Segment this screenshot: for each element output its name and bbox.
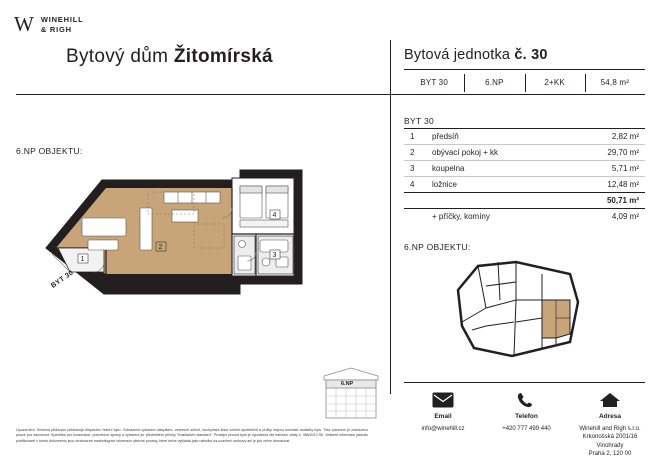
building-elevation-icon — [318, 366, 384, 422]
contact-address-line-1: Winehill and Righ s.r.o. — [579, 425, 641, 432]
total-label — [432, 193, 577, 209]
header-divider-horizontal — [16, 94, 645, 95]
logo-mark: W — [14, 12, 34, 36]
unit-title-plain: Bytová jednotka — [404, 47, 515, 63]
contact-bar — [404, 392, 649, 459]
unit-title-bold: č. 30 — [514, 47, 548, 63]
spec-floor: 6.NP — [464, 78, 524, 87]
room-number: 3 — [404, 161, 432, 177]
room-area: 29,70 m² — [577, 145, 645, 161]
page-title-bold: Žitomírská — [173, 46, 273, 67]
logo-line-1: WINEHILL — [40, 15, 84, 24]
room-area: 5,71 m² — [577, 161, 645, 177]
floor-key-plan — [452, 256, 592, 364]
page-title-plain: Bytový dům — [66, 46, 174, 67]
table-row-extra — [404, 209, 645, 225]
table-row — [404, 161, 645, 177]
svg-text:1: 1 — [80, 256, 85, 263]
total-spacer — [404, 193, 432, 209]
spec-layout: 2+KK — [525, 78, 585, 87]
unit-title — [404, 47, 548, 63]
unit-spec-row — [404, 72, 645, 92]
building-floor-label: 6.NP — [341, 381, 354, 387]
room-name: předsíň — [432, 129, 577, 145]
room-name: koupelna — [432, 161, 577, 177]
contact-email-title: Email — [434, 413, 452, 420]
phone-icon — [516, 392, 538, 408]
room-table-caption: BYT 30 — [404, 116, 434, 126]
main-divider-vertical — [390, 94, 391, 394]
contact-address-line-2: Krkonošská 2001/16 — [582, 434, 638, 440]
contact-address — [571, 392, 649, 459]
unit-callout-label: BYT 30 — [50, 269, 75, 290]
contact-address-title: Adresa — [598, 413, 622, 420]
contact-phone — [488, 392, 566, 459]
spec-area: 54,8 m² — [585, 78, 645, 87]
spec-unit-number: BYT 30 — [420, 77, 448, 87]
table-row — [404, 129, 645, 145]
room-number: 2 — [404, 145, 432, 161]
contact-email-value[interactable]: info@winehill.cz — [421, 425, 465, 432]
total-area: 50,71 m² — [577, 193, 645, 209]
svg-text:4: 4 — [272, 212, 277, 219]
disclaimer-text: Upozornění: Schéma půdorysu přestavuje dispoziční řešení bytu. Zobrazené vybavení nábytkem, vestavné skříně, kuchyňská linka včetně spotřebičů a příčky nejsou součástí dodávky bytu. Toto vybavení je zobrazeno pouze pro názornost. Specifika pro konstrukce, povrchové úpravy a vybavení jer předmětem přílohy "Kvalitativní standard". Prodejní plocha bytu je vypočtena dle nařízení vlády č. 366/2013 Sb. Veškeré informace jakkoliv publikované v tomto dokumentu jsou nezávazné marketingové informace obecné povahy, které nelze vykládat jako nabídku na uzavření smlouvy ani je jich nelze dovozovat. — [16, 428, 368, 443]
room-table — [404, 128, 645, 224]
contact-phone-value[interactable]: +420 777 499 440 — [502, 425, 551, 432]
extra-spacer — [404, 209, 432, 225]
right-floor-label: 6.NP OBJEKTU: — [404, 242, 471, 252]
extra-label: + příčky, komíny — [432, 209, 577, 225]
envelope-icon — [432, 392, 454, 408]
contact-address-line-3: Vinohrady — [596, 442, 624, 449]
apartment-floorplan — [44, 162, 374, 322]
footer-divider — [404, 382, 645, 383]
header-divider-vertical — [390, 40, 391, 94]
room-name: ložnice — [432, 177, 577, 193]
table-row — [404, 177, 645, 193]
room-area: 2,82 m² — [577, 129, 645, 145]
extra-area: 4,09 m² — [577, 209, 645, 225]
room-number: 1 — [404, 129, 432, 145]
home-icon — [599, 392, 621, 408]
contact-phone-title: Telefon — [515, 413, 538, 420]
logo-line-2: & RIGH — [40, 24, 72, 34]
room-name: obývací pokoj + kk — [432, 145, 577, 161]
table-row-total — [404, 193, 645, 209]
room-number: 4 — [404, 177, 432, 193]
brand-logo — [14, 14, 83, 35]
table-row — [404, 145, 645, 161]
left-floor-label: 6.NP OBJEKTU: — [16, 146, 83, 156]
page-title — [66, 46, 273, 68]
svg-text:3: 3 — [272, 252, 277, 259]
svg-text:2: 2 — [158, 244, 163, 251]
contact-address-line-4: Praha 2, 120 00 — [588, 451, 632, 457]
contact-email — [404, 392, 482, 459]
room-area: 12,48 m² — [577, 177, 645, 193]
header-divider-spec-top — [404, 69, 645, 70]
